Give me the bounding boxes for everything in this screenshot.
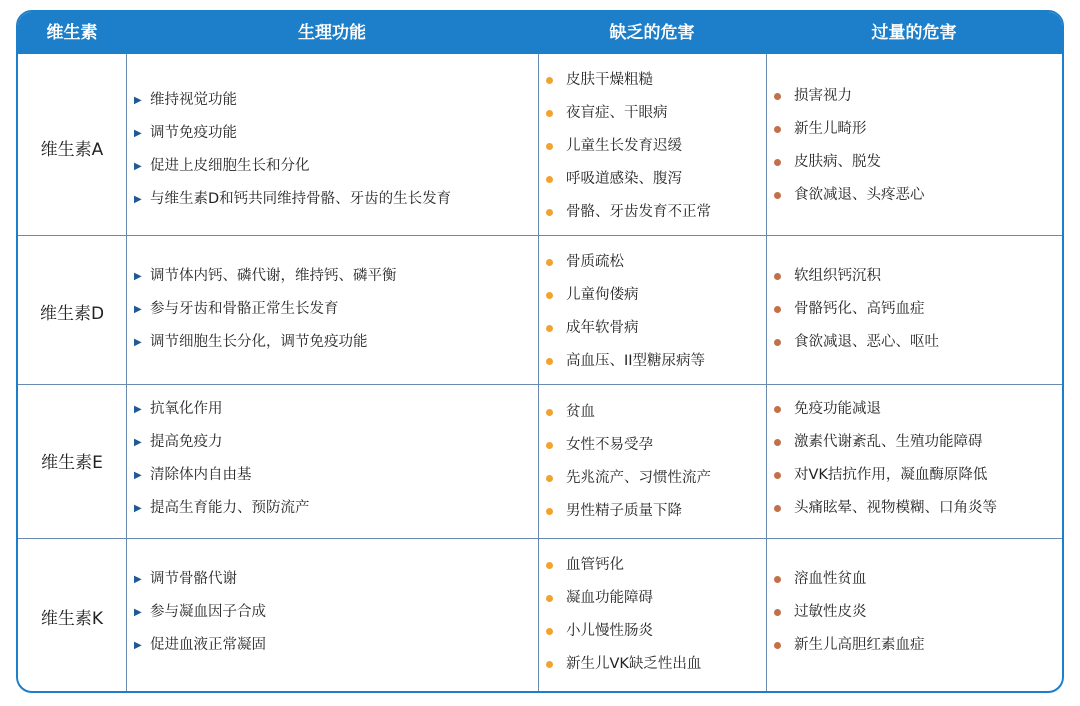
list-item: ▶ 维持视觉功能 [130,84,451,117]
triangle-right-icon: ▶ [134,437,142,448]
list-item: 骨骼、牙齿发育不正常 [542,196,711,229]
list-item: 软组织钙沉积 [770,260,939,293]
triangle-right-icon: ▶ [134,640,142,651]
table-header [18,12,1062,54]
list-item: 呼吸道感染、腹泻 [542,163,711,196]
function-list-d [130,260,397,359]
list-item: 男性精子质量下降 [542,495,711,528]
orange-dot-icon [546,325,553,332]
list-item: 溶血性贫血 [770,563,925,596]
list-item: ▶ 提高免疫力 [130,426,310,459]
triangle-right-icon: ▶ [134,95,142,106]
list-item: 夜盲症、干眼病 [542,97,711,130]
triangle-right-icon: ▶ [134,337,142,348]
brown-dot-icon [774,339,781,346]
list-item: 贫血 [542,396,711,429]
list-item: ▶ 调节骨骼代谢 [130,563,266,596]
vitamin-table [16,10,1064,693]
brown-dot-icon [774,576,781,583]
brown-dot-icon [774,439,781,446]
function-list-a [130,84,451,216]
list-item: 对VK拮抗作用，凝血酶原降低 [770,459,997,492]
excess-list-e [770,393,997,525]
orange-dot-icon [546,475,553,482]
list-item: ▶ 调节体内钙、磷代谢，维持钙、磷平衡 [130,260,397,293]
orange-dot-icon [546,143,553,150]
orange-dot-icon [546,442,553,449]
brown-dot-icon [774,126,781,133]
list-item: ▶ 清除体内自由基 [130,459,310,492]
brown-dot-icon [774,306,781,313]
deficiency-list-a [542,64,711,229]
list-item: 骨质疏松 [542,246,705,279]
function-list-e [130,393,310,525]
header-function: 生理功能 [298,23,366,43]
orange-dot-icon [546,562,553,569]
list-item: ▶ 参与凝血因子合成 [130,596,266,629]
orange-dot-icon [546,409,553,416]
list-item: 小儿慢性肠炎 [542,615,701,648]
triangle-right-icon: ▶ [134,161,142,172]
list-item: ▶ 调节细胞生长分化，调节免疫功能 [130,326,397,359]
excess-list-a [770,80,925,212]
deficiency-list-e [542,396,711,528]
triangle-right-icon: ▶ [134,404,142,415]
orange-dot-icon [546,628,553,635]
list-item: 免疫功能减退 [770,393,997,426]
header-vitamin: 维生素 [46,23,98,43]
excess-list-d [770,260,939,359]
vitamin-name-k: 维生素K [40,609,104,629]
deficiency-list-d [542,246,705,378]
list-item: 女性不易受孕 [542,429,711,462]
list-item: 激素代谢紊乱、生殖功能障碍 [770,426,997,459]
brown-dot-icon [774,159,781,166]
triangle-right-icon: ▶ [134,194,142,205]
brown-dot-icon [774,273,781,280]
header-deficiency: 缺乏的危害 [609,23,695,43]
list-item: 成年软骨病 [542,312,705,345]
header-excess: 过量的危害 [871,23,957,43]
list-item: ▶ 促进血液正常凝固 [130,629,266,662]
vitamin-name-a: 维生素A [40,140,104,160]
column-divider [126,54,127,691]
list-item: 先兆流产、习惯性流产 [542,462,711,495]
brown-dot-icon [774,609,781,616]
vitamin-name-d: 维生素D [39,304,105,324]
function-list-k [130,563,266,662]
triangle-right-icon: ▶ [134,607,142,618]
list-item: 凝血功能障碍 [542,582,701,615]
orange-dot-icon [546,292,553,299]
list-item: 新生儿畸形 [770,113,925,146]
brown-dot-icon [774,406,781,413]
list-item: ▶ 抗氧化作用 [130,393,310,426]
list-item: 新生儿VK缺乏性出血 [542,648,701,681]
triangle-right-icon: ▶ [134,503,142,514]
list-item: 头痛眩晕、视物模糊、口角炎等 [770,492,997,525]
brown-dot-icon [774,642,781,649]
vitamin-name-e: 维生素E [41,453,103,473]
orange-dot-icon [546,508,553,515]
list-item: 高血压、II型糖尿病等 [542,345,705,378]
brown-dot-icon [774,472,781,479]
brown-dot-icon [774,93,781,100]
list-item: ▶ 提高生育能力、预防流产 [130,492,310,525]
list-item: ▶ 参与牙齿和骨骼正常生长发育 [130,293,397,326]
list-item: 皮肤干燥粗糙 [542,64,711,97]
orange-dot-icon [546,259,553,266]
list-item: 食欲减退、头疼恶心 [770,179,925,212]
list-item: 儿童佝偻病 [542,279,705,312]
column-divider [766,54,767,691]
list-item: ▶ 与维生素D和钙共同维持骨骼、牙齿的生长发育 [130,183,451,216]
row-divider [18,384,1062,385]
list-item: ▶ 调节免疫功能 [130,117,451,150]
triangle-right-icon: ▶ [134,271,142,282]
orange-dot-icon [546,358,553,365]
list-item: 食欲减退、恶心、呕吐 [770,326,939,359]
list-item: 儿童生长发育迟缓 [542,130,711,163]
triangle-right-icon: ▶ [134,304,142,315]
orange-dot-icon [546,595,553,602]
brown-dot-icon [774,505,781,512]
triangle-right-icon: ▶ [134,574,142,585]
list-item: 损害视力 [770,80,925,113]
list-item: 新生儿高胆红素血症 [770,629,925,662]
list-item: 骨骼钙化、高钙血症 [770,293,939,326]
orange-dot-icon [546,176,553,183]
triangle-right-icon: ▶ [134,470,142,481]
orange-dot-icon [546,77,553,84]
orange-dot-icon [546,209,553,216]
deficiency-list-k [542,549,701,681]
list-item: 皮肤病、脱发 [770,146,925,179]
row-divider [18,538,1062,539]
list-item: ▶ 促进上皮细胞生长和分化 [130,150,451,183]
column-divider [538,54,539,691]
excess-list-k [770,563,925,662]
row-divider [18,235,1062,236]
orange-dot-icon [546,110,553,117]
orange-dot-icon [546,661,553,668]
list-item: 过敏性皮炎 [770,596,925,629]
list-item: 血管钙化 [542,549,701,582]
triangle-right-icon: ▶ [134,128,142,139]
brown-dot-icon [774,192,781,199]
